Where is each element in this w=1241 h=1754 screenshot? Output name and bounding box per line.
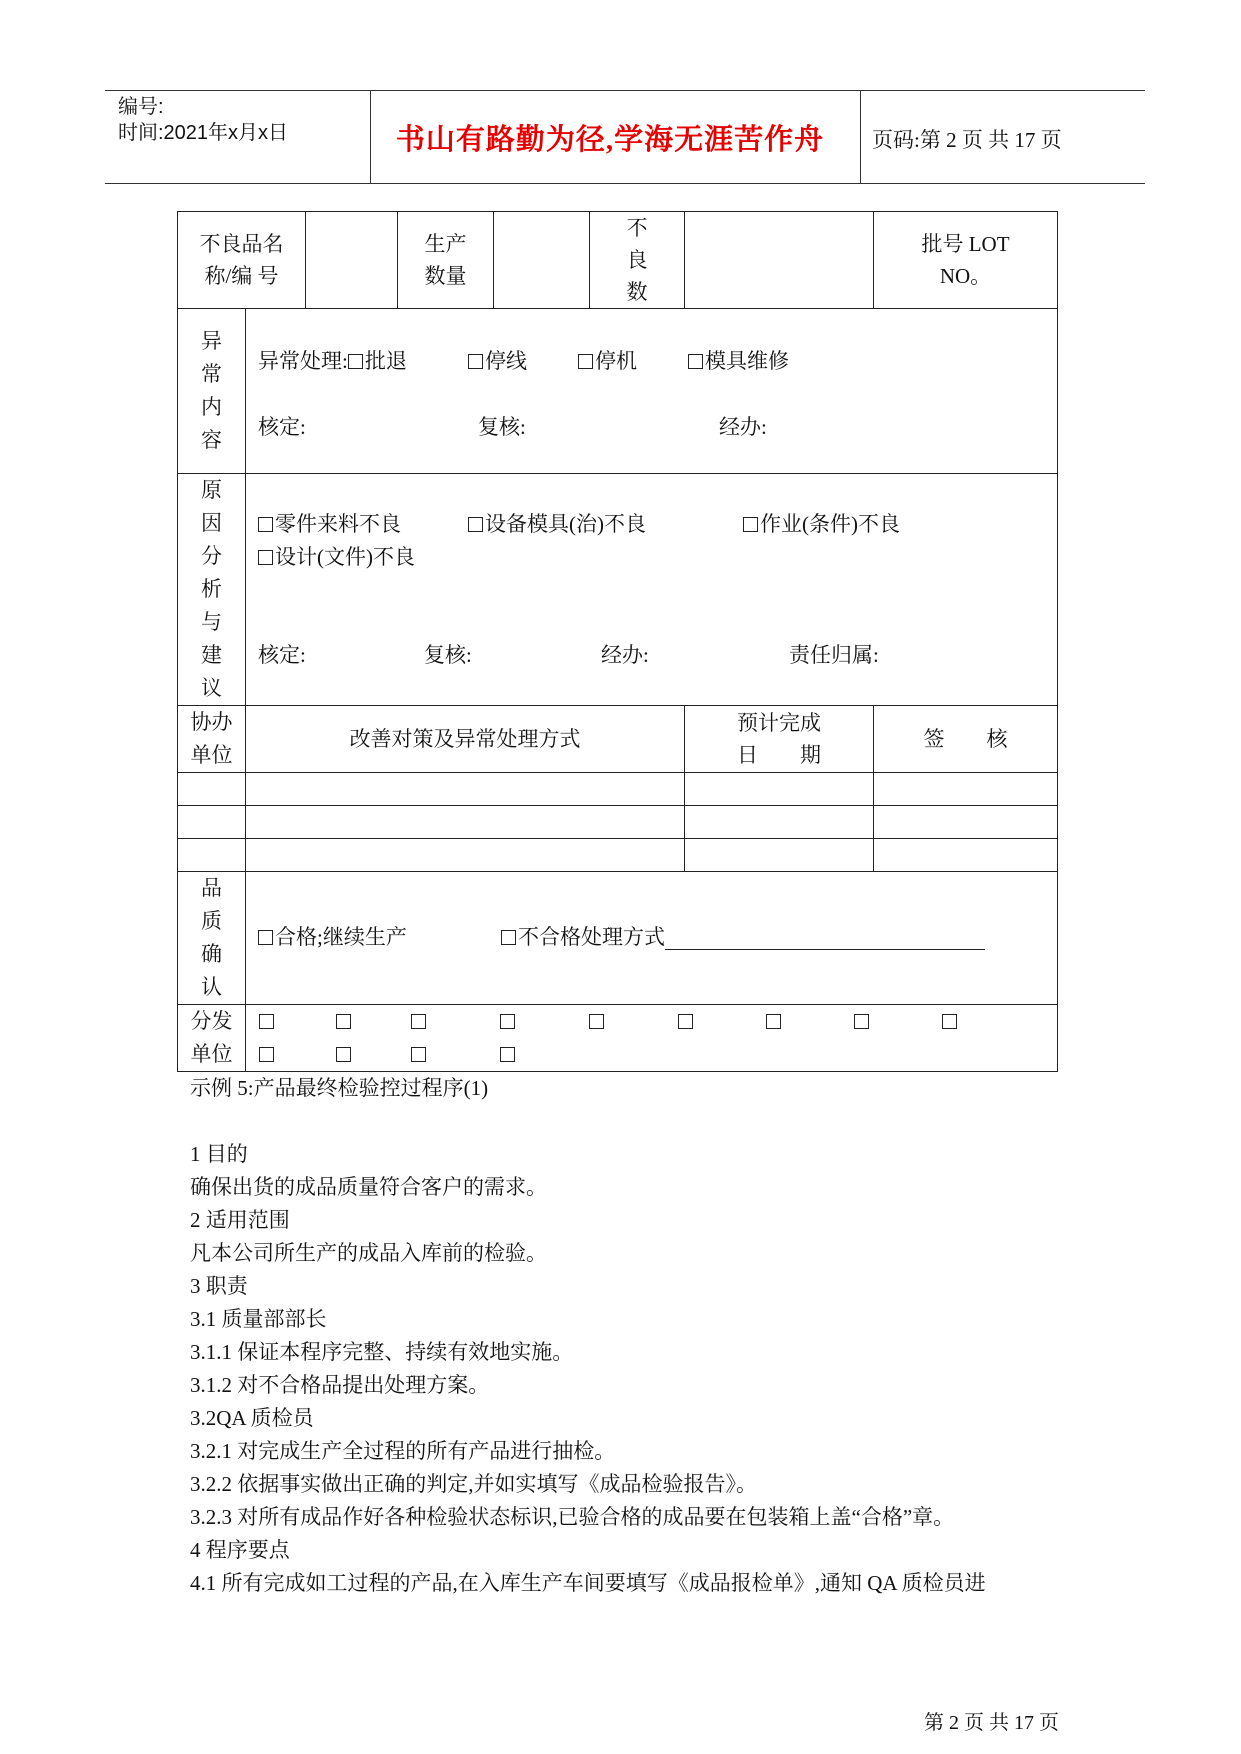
checkbox-operation-defect[interactable] — [743, 517, 758, 532]
improvement-cell-measures[interactable] — [246, 806, 685, 839]
option-group-pass — [258, 921, 407, 951]
sign-off-label: 签 核 — [874, 706, 1058, 773]
distribution-checkbox[interactable] — [336, 1047, 351, 1062]
checkbox-reject-batch[interactable] — [348, 354, 363, 369]
checkbox-stop-machine[interactable] — [578, 354, 593, 369]
option-group-equipment — [468, 508, 646, 538]
header-top-rule — [105, 90, 1145, 91]
document-number-label: 编号: — [118, 96, 164, 118]
paragraph: 确保出货的成品质量符合客户的需求。 — [190, 1175, 547, 1199]
defect-qty-value[interactable] — [685, 212, 874, 309]
checkbox-stop-line[interactable] — [468, 354, 483, 369]
abnormal-handling-label: 异常处理: — [258, 349, 348, 373]
form-row-quality-confirm — [178, 872, 1058, 1005]
checkbox-equipment-defect[interactable] — [468, 517, 483, 532]
improvement-cell-sign[interactable] — [874, 806, 1058, 839]
checkbox-pass[interactable] — [258, 930, 273, 945]
distribution-checkbox[interactable] — [259, 1014, 274, 1029]
checkbox-parts-defect[interactable] — [258, 517, 273, 532]
option-group-operation — [743, 508, 900, 538]
option-fail-handling: 不合格处理方式 — [518, 925, 665, 949]
distribution-checkbox[interactable] — [942, 1014, 957, 1029]
improvement-cell-measures[interactable] — [246, 773, 685, 806]
improvement-cell-date[interactable] — [685, 773, 874, 806]
abnormal-handler-label: 经办: — [719, 415, 767, 439]
header-motto: 书山有路勤为径,学海无涯苦作舟 — [395, 124, 825, 156]
distribution-unit-label: 分发单位 — [178, 1005, 246, 1072]
header-bottom-rule — [105, 183, 1145, 184]
form-row-abnormal — [178, 309, 1058, 474]
option-group-stop-machine — [578, 345, 637, 375]
example-title: 示例 5:产品最终检验控过程序(1) — [190, 1076, 489, 1100]
production-qty-label: 生产数量 — [398, 212, 494, 309]
improvement-cell-sign[interactable] — [874, 839, 1058, 872]
improvement-row — [178, 806, 1058, 839]
option-group-fail — [501, 921, 985, 951]
form-row-improvement-header — [178, 706, 1058, 773]
quality-confirm-label: 品质确认 — [178, 872, 246, 1005]
improvement-row — [178, 773, 1058, 806]
cause-section-label: 原因分析与建议 — [178, 474, 246, 706]
option-parts-defect: 零件来料不良 — [275, 512, 401, 536]
distribution-checkbox[interactable] — [411, 1014, 426, 1029]
lot-number-label: 批号 LOT NO。 — [874, 212, 1058, 309]
improvement-cell-unit[interactable] — [178, 773, 246, 806]
option-stop-machine: 停机 — [595, 349, 637, 373]
section-heading: 1 目的 — [190, 1142, 248, 1166]
improvement-cell-date[interactable] — [685, 806, 874, 839]
form-row-item-info — [178, 212, 1058, 309]
option-group-parts — [258, 508, 401, 538]
cause-section-content — [246, 474, 1058, 706]
option-operation-defect: 作业(条件)不良 — [760, 512, 900, 536]
paragraph: 凡本公司所生产的成品入库前的检验。 — [190, 1241, 547, 1265]
assist-unit-label: 协办单位 — [178, 706, 246, 773]
abnormal-section-label: 异常内容 — [178, 309, 246, 474]
paragraph: 3.1.1 保证本程序完整、持续有效地实施。 — [190, 1340, 574, 1364]
distribution-checkbox[interactable] — [766, 1014, 781, 1029]
option-pass-continue: 合格;继续生产 — [275, 925, 407, 949]
paragraph: 4.1 所有完成如工过程的产品,在入库生产车间要填写《成品报检单》,通知 QA 质检员进 — [190, 1571, 986, 1595]
distribution-checkbox[interactable] — [589, 1014, 604, 1029]
distribution-checkbox[interactable] — [411, 1047, 426, 1062]
checkbox-mold-repair[interactable] — [688, 354, 703, 369]
distribution-checkbox[interactable] — [500, 1014, 515, 1029]
distribution-checkbox[interactable] — [336, 1014, 351, 1029]
option-group-mold-repair — [688, 345, 789, 375]
header-page-info: 页码:第 2 页 共 17 页 — [872, 128, 1062, 152]
distribution-checkbox[interactable] — [854, 1014, 869, 1029]
paragraph: 3.2.1 对完成生产全过程的所有产品进行抽检。 — [190, 1439, 616, 1463]
abnormal-review-label: 复核: — [478, 415, 526, 439]
distribution-checkbox[interactable] — [500, 1047, 515, 1062]
cause-handler-label: 经办: — [601, 643, 649, 667]
section-heading: 3 职责 — [190, 1274, 248, 1298]
checkbox-fail[interactable] — [501, 930, 516, 945]
defect-qty-label: 不良数 — [590, 212, 685, 309]
fail-handling-blank[interactable] — [665, 927, 985, 950]
footer-page-number: 第 2 页 共 17 页 — [924, 1712, 1059, 1734]
sub-heading: 3.1 质量部部长 — [190, 1307, 327, 1331]
sub-heading: 3.2QA 质检员 — [190, 1406, 314, 1430]
defect-report-form — [177, 211, 1058, 1072]
section-heading: 2 适用范围 — [190, 1208, 290, 1232]
form-row-distribution — [178, 1005, 1058, 1072]
header-divider-right — [860, 90, 861, 183]
improvement-cell-unit[interactable] — [178, 806, 246, 839]
option-stop-line: 停线 — [485, 349, 527, 373]
paragraph: 3.2.3 对所有成品作好各种检验状态标识,已验合格的成品要在包装箱上盖“合格”章。 — [190, 1505, 955, 1529]
paragraph: 3.2.2 依据事实做出正确的判定,并如实填写《成品检验报告》。 — [190, 1472, 757, 1496]
section-heading: 4 程序要点 — [190, 1538, 290, 1562]
improvement-measures-label: 改善对策及异常处理方式 — [246, 706, 685, 773]
paragraph: 3.1.2 对不合格品提出处理方案。 — [190, 1373, 490, 1397]
option-design-defect: 设计(文件)不良 — [275, 545, 415, 569]
cause-verify-label: 核定: — [258, 643, 306, 667]
defect-name-label: 不良品名称/编 号 — [178, 212, 306, 309]
form-row-cause-analysis — [178, 474, 1058, 706]
improvement-cell-unit[interactable] — [178, 839, 246, 872]
improvement-row — [178, 839, 1058, 872]
distribution-checkbox[interactable] — [678, 1014, 693, 1029]
improvement-cell-measures[interactable] — [246, 839, 685, 872]
distribution-checkboxes — [246, 1005, 1058, 1072]
option-group-design — [258, 541, 415, 571]
cause-review-label: 复核: — [424, 643, 472, 667]
option-equipment-defect: 设备模具(治)不良 — [485, 512, 646, 536]
quality-confirm-content — [246, 872, 1058, 1005]
checkbox-design-defect[interactable] — [258, 550, 273, 565]
defect-name-value[interactable] — [306, 212, 398, 309]
abnormal-handling-options — [258, 345, 407, 375]
distribution-checkbox[interactable] — [259, 1047, 274, 1062]
cause-responsibility-label: 责任归属: — [789, 643, 879, 667]
option-group-stop-line — [468, 345, 527, 375]
expected-date-label: 预计完成日 期 — [685, 706, 874, 773]
option-mold-repair: 模具维修 — [705, 349, 789, 373]
document-time-label: 时间:2021年x月x日 — [118, 122, 289, 144]
option-reject-batch: 批退 — [364, 349, 407, 373]
abnormal-verify-label: 核定: — [258, 415, 306, 439]
improvement-cell-date[interactable] — [685, 839, 874, 872]
improvement-cell-sign[interactable] — [874, 773, 1058, 806]
abnormal-section-content — [246, 309, 1058, 474]
production-qty-value[interactable] — [494, 212, 590, 309]
